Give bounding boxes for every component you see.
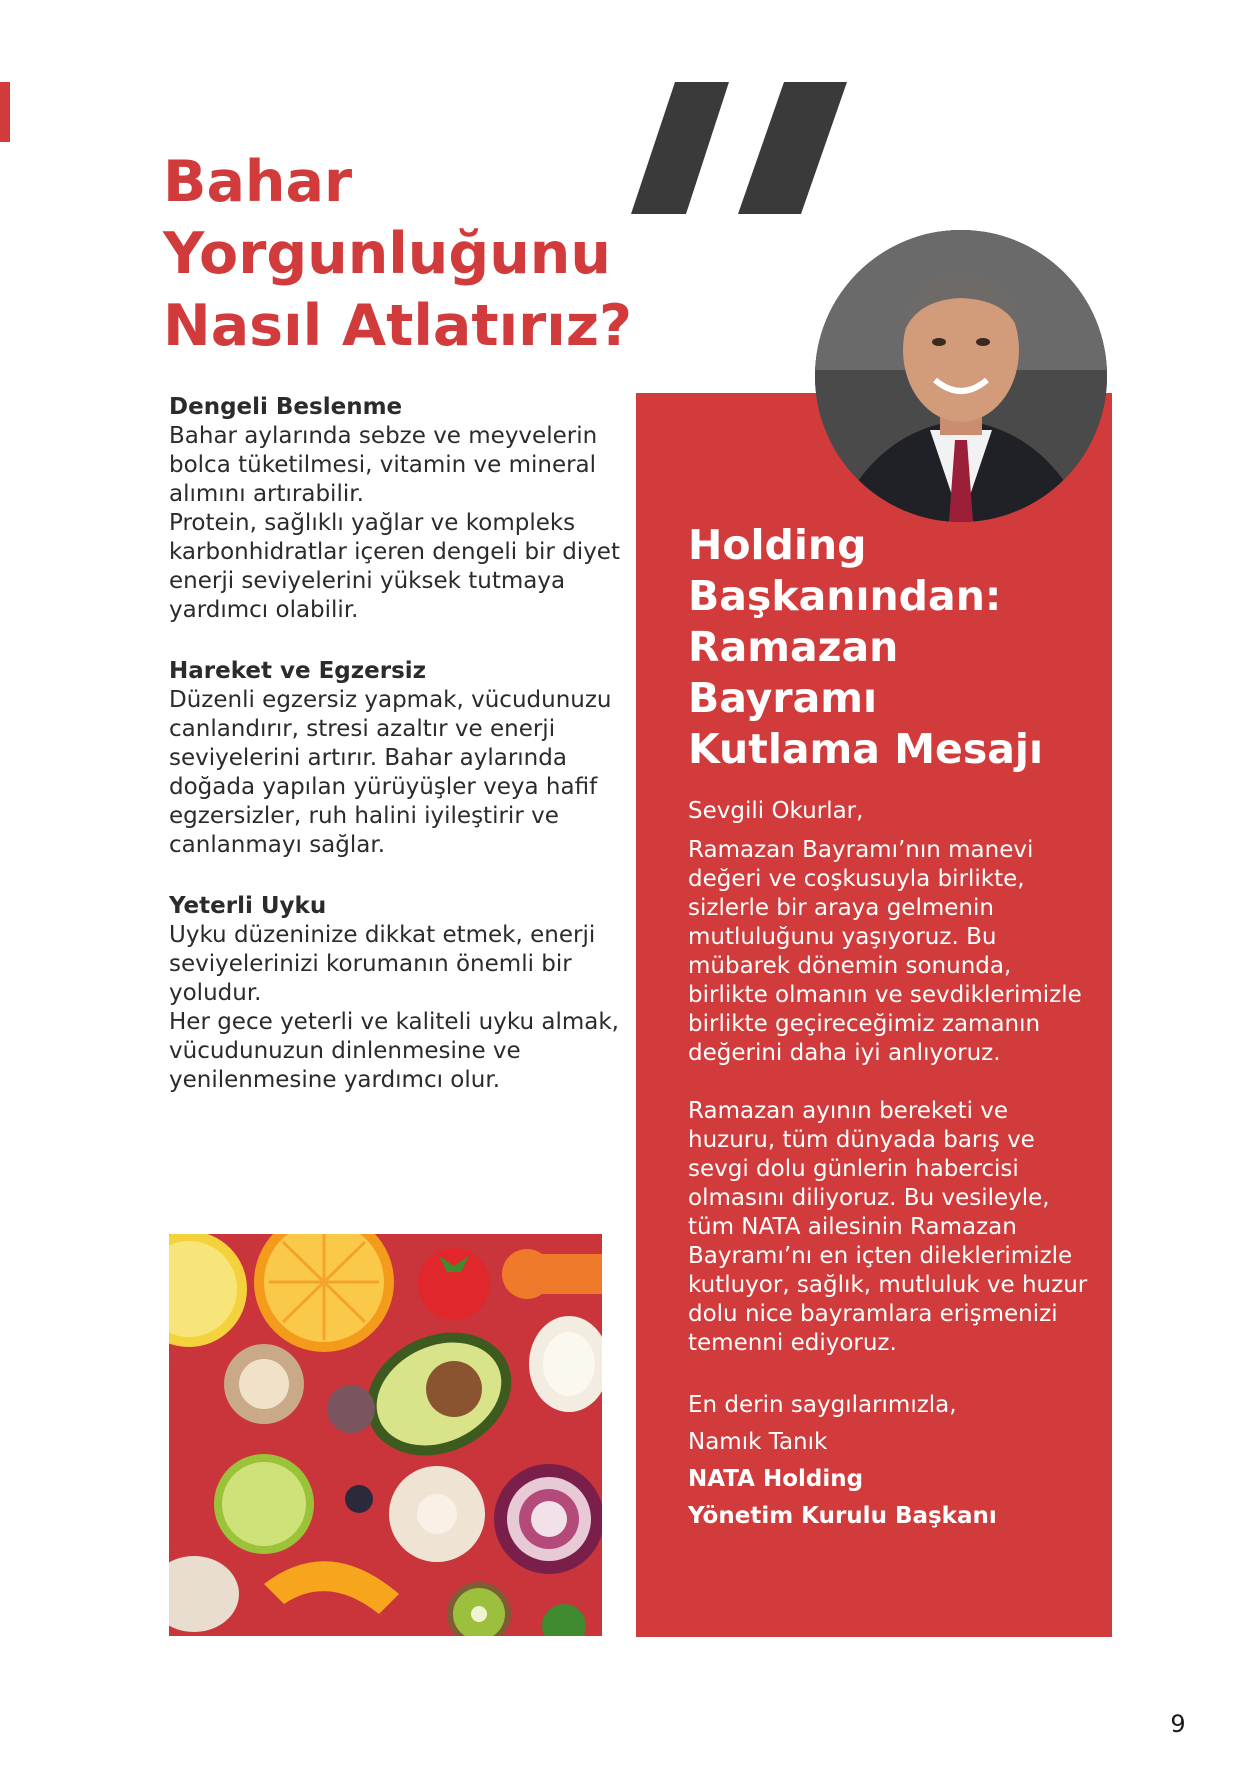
page-number: 9 <box>1170 1710 1186 1738</box>
letter-closing: En derin saygılarımızla, <box>688 1392 957 1418</box>
edge-accent-bar <box>0 82 10 142</box>
message-title-line: Bayramı <box>688 674 878 722</box>
section-heading: Dengeli Beslenme <box>169 394 403 420</box>
letter-greeting: Sevgili Okurlar, <box>688 798 864 824</box>
message-title <box>688 520 1098 775</box>
signer-company: NATA Holding <box>688 1466 864 1492</box>
signer-name: Namık Tanık <box>688 1429 828 1455</box>
fruits-vegetables-photo <box>169 1234 602 1636</box>
carrot <box>502 1249 602 1299</box>
letter-paragraph-2: Ramazan ayının bereketi ve huzuru, tüm dünyada barış ve sevgi dolu günlerin habercisi olmasını diliyoruz. Bu vesileyle, tüm NATA ailesinin Ramazan Bayramı’nı en içten dileklerimizle kutluyor, sağlık, mutluluk ve huzur dolu nice bayramlara erişmenizi temenni ediyoruz. <box>688 1098 1088 1356</box>
article-title-line: Nasıl Atlatırız? <box>163 293 633 359</box>
blueberry <box>345 1485 373 1513</box>
quote-mark-icon <box>631 82 847 214</box>
chairman-portrait <box>815 230 1107 522</box>
red-onion <box>494 1464 602 1574</box>
section-paragraph: Uyku düzeninize dikkat etmek, enerji seviyelerinizi korumanın önemli bir yoludur. <box>169 922 596 1006</box>
letter-paragraph-1: Ramazan Bayramı’nın manevi değeri ve coşkusuyla birlikte, sizlerle bir araya gelmenin mutluluğunu yaşıyoruz. Bu mübarek dönemin sonunda, birlikte olmanın ve sevdiklerimizle birlikte geçireceğimiz zamanın değerini daha iyi anlıyoruz. <box>688 837 1082 1066</box>
portrait-photo <box>815 230 1107 522</box>
message-letter <box>688 797 1094 1535</box>
article-body <box>169 393 624 1127</box>
section-dengeli-beslenme <box>169 393 624 625</box>
tomato <box>418 1248 490 1320</box>
section-hareket-egzersiz <box>169 657 624 860</box>
message-title-line: Kutlama Mesajı <box>688 725 1044 773</box>
mushroom <box>224 1344 304 1424</box>
lime-slice <box>214 1454 314 1554</box>
article-title-line: Yorgunluğunu <box>163 221 611 287</box>
section-paragraph: Bahar aylarında sebze ve meyvelerin bolca tüketilmesi, vitamin ve mineral alımını artırabilir. <box>169 423 598 507</box>
signer-position: Yönetim Kurulu Başkanı <box>688 1503 997 1529</box>
section-paragraph: Her gece yeterli ve kaliteli uyku almak, vücudunuzun dinlenmesine ve yenilenmesine yardımcı olur. <box>169 1009 619 1093</box>
section-paragraph: Düzenli egzersiz yapmak, vücudunuzu canlandırır, stresi azaltır ve enerji seviyelerini artırır. Bahar aylarında doğada yapılan yürüyüşler veya hafif egzersizler, ruh halini iyileştirir ve canlanmayı sağlar. <box>169 687 612 858</box>
message-title-line: Holding <box>688 521 867 569</box>
grape <box>327 1385 375 1433</box>
section-paragraph: Protein, sağlıklı yağlar ve kompleks karbonhidratlar içeren dengeli bir diyet enerji seviyelerini yüksek tutmaya yardımcı olabilir. <box>169 510 620 623</box>
garlic <box>389 1466 485 1562</box>
section-yeterli-uyku <box>169 892 624 1095</box>
section-heading: Yeterli Uyku <box>169 893 327 919</box>
article-title-line: Bahar <box>163 149 353 215</box>
message-title-line: Ramazan <box>688 623 899 671</box>
article-title <box>163 146 633 362</box>
message-title-line: Başkanından: <box>688 572 1002 620</box>
section-heading: Hareket ve Egzersiz <box>169 658 427 684</box>
